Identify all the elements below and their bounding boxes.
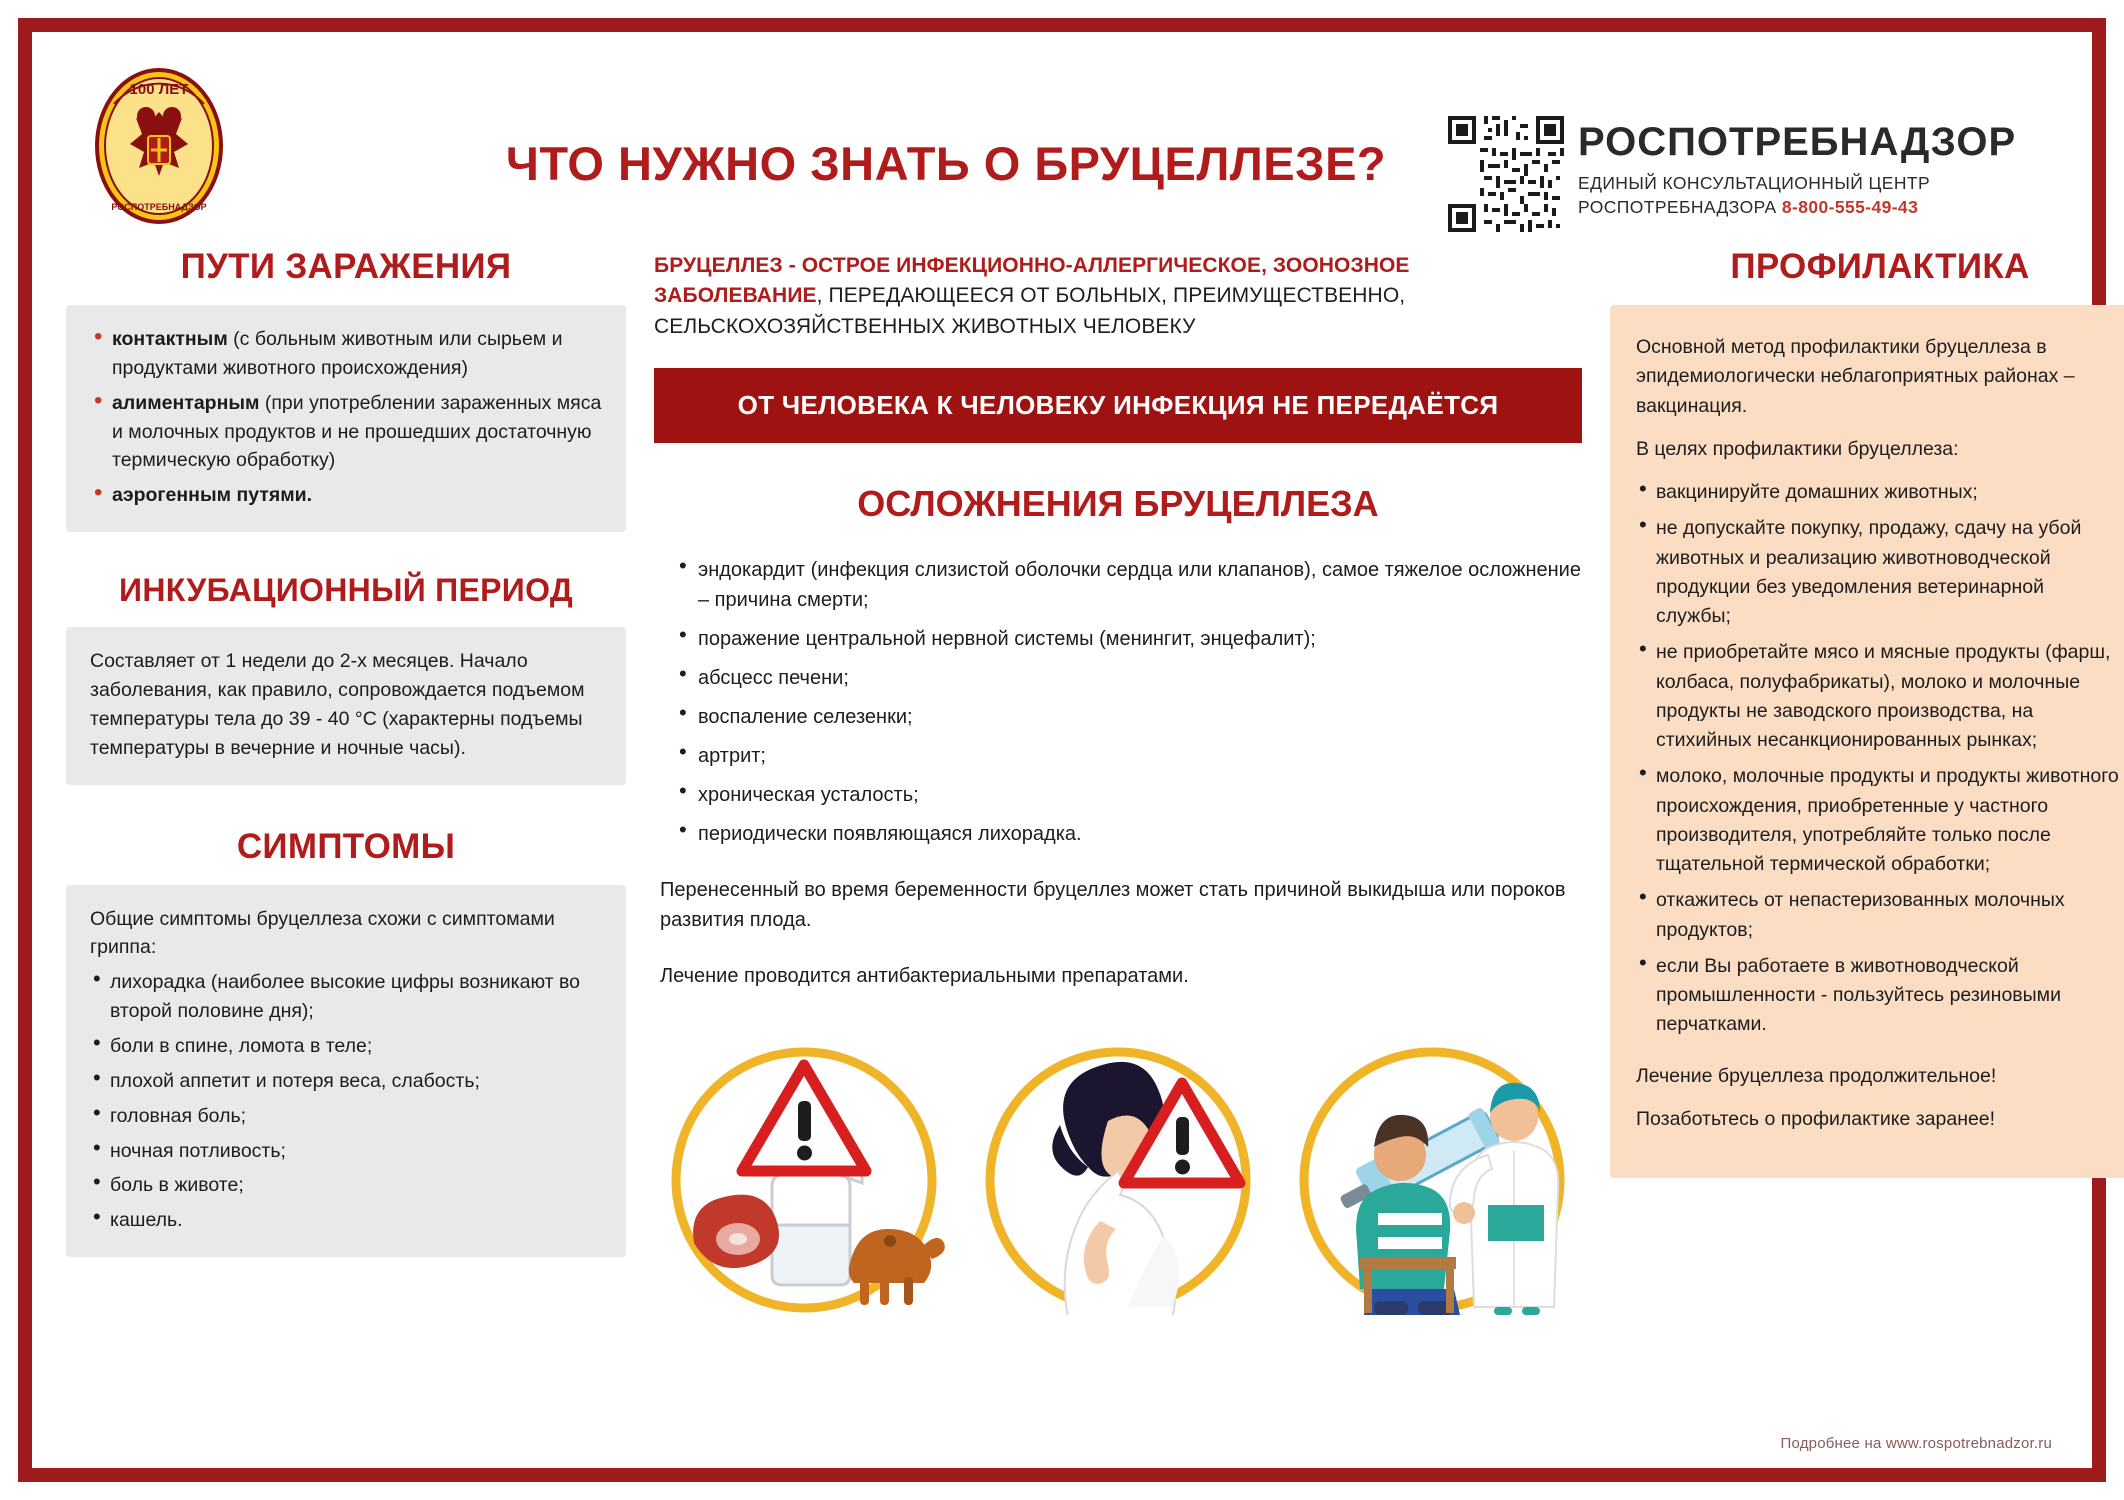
complication-item: • периодически появляющаяся лихорадка. — [676, 819, 1582, 849]
symptom-item: • плохой аппетит и потеря веса, слабость; — [90, 1067, 602, 1096]
symptom-item: • лихорадка (наиболее высокие цифры возникают во второй половине дня); — [90, 968, 602, 1026]
prevention-item: • не допускайте покупку, продажу, сдачу на убой животных и реализацию животноводческой продукции без уведомления ветеринарной службы; — [1636, 514, 2124, 631]
brand-sub-line2: РОСПОТРЕБНАДЗОРА — [1578, 196, 1777, 217]
complications-title: ОСЛОЖНЕНИЯ БРУЦЕЛЛЕЗА — [857, 483, 1379, 525]
transmission-banner: ОТ ЧЕЛОВЕКА К ЧЕЛОВЕКУ ИНФЕКЦИЯ НЕ ПЕРЕДАЁТСЯ — [654, 368, 1582, 443]
definition-highlight: БРУЦЕЛЛЕЗ - ОСТРОЕ ИНФЕКЦИОННО-АЛЛЕРГИЧЕСКОЕ, ЗООНОЗНОЕ ЗАБОЛЕВАНИЕ — [654, 254, 1410, 308]
route-lead: алиментарным — [112, 391, 260, 414]
definition-text — [654, 251, 1582, 342]
right-column — [1610, 247, 2124, 1456]
complication-item: • поражение центральной нервной системы (менингит, энцефалит); — [676, 624, 1582, 654]
complication-item: • воспаление селезенки; — [676, 702, 1582, 732]
content-columns — [66, 247, 2119, 1456]
poster-inner — [32, 32, 2119, 1468]
prevention-title: ПРОФИЛАКТИКА — [1730, 247, 2030, 286]
prevention-list-intro: В целях профилактики бруцеллеза: — [1636, 437, 1959, 460]
svg-text:РОСПОТРЕБНАДЗОР: РОСПОТРЕБНАДЗОР — [111, 202, 207, 212]
routes-box — [66, 305, 626, 532]
symptom-item: • головная боль; — [90, 1102, 602, 1131]
prevention-item: • откажитесь от непастеризованных молочных продуктов; — [1636, 886, 2124, 945]
prevention-item: • если Вы работаете в животноводческой промышленности - пользуйтесь резиновыми перчатками. — [1636, 952, 2124, 1040]
brand-sub-line1: ЕДИНЫЙ КОНСУЛЬТАЦИОННЫЙ ЦЕНТР — [1578, 173, 1931, 193]
route-lead: контактным — [112, 328, 228, 350]
qr-code-icon — [1448, 116, 1564, 232]
treatment-note: Лечение проводится антибактериальными препаратами. — [660, 965, 1189, 988]
symptom-item: • боль в животе; — [90, 1171, 602, 1200]
route-item — [90, 325, 602, 383]
incubation-box — [66, 627, 626, 784]
footer-note: Подробнее на www.rospotrebnadzor.ru — [1780, 1435, 2052, 1452]
rospotrebnadzor-emblem-icon — [84, 64, 234, 234]
symptoms-intro: Общие симптомы бруцеллеза схожи с симптомами гриппа: — [90, 907, 555, 959]
route-rest: (с больным животным или сырьем и продуктами животного происхождения) — [112, 328, 563, 379]
illustration-vaccination-icon — [1282, 1025, 1582, 1315]
brand-block — [1448, 114, 2048, 244]
prevention-item: • молоко, молочные продукты и продукты животного происхождения, приобретенные у частного производителя, употребляйте только после тщательной термической обработки; — [1636, 762, 2124, 879]
prevention-item: • вакцинируйте домашних животных; — [1636, 478, 2124, 507]
prevention-box — [1610, 305, 2124, 1178]
route-lead: аэрогенным путями. — [112, 484, 313, 507]
definition-rest: , ПЕРЕДАЮЩЕЕСЯ ОТ БОЛЬНЫХ, ПРЕИМУЩЕСТВЕННО, СЕЛЬСКОХОЗЯЙСТВЕННЫХ ЖИВОТНЫХ ЧЕЛОВЕКУ — [654, 284, 1406, 338]
symptom-item: • ночная потливость; — [90, 1137, 602, 1166]
complication-item: • артрит; — [676, 741, 1582, 771]
illustration-contact-icon — [654, 1025, 954, 1315]
complication-item: • хроническая усталость; — [676, 780, 1582, 810]
routes-title: ПУТИ ЗАРАЖЕНИЯ — [180, 247, 512, 286]
complications-list — [654, 555, 1582, 849]
middle-column — [654, 247, 1582, 1456]
incubation-text: Составляет от 1 недели до 2-х месяцев. Начало заболевания, как правило, сопровождается подъемом температуры тела до 39 - 40 °C (характерны подъемы температуры в вечерние и ночные часы). — [90, 650, 585, 759]
route-rest: (при употреблении зараженных мяса и молочных продуктов и не прошедших достаточную термическую обработку) — [112, 391, 602, 472]
page-title: ЧТО НУЖНО ЗНАТЬ О БРУЦЕЛЛЕЗЕ? — [505, 137, 1387, 190]
svg-text:100 ЛЕТ: 100 ЛЕТ — [129, 81, 189, 98]
prevention-item: • не приобретайте мясо и мясные продукты (фарш, колбаса, полуфабрикаты), молоко и молочные продукты не заводского производства, на стихийных несанкционированных рынках; — [1636, 638, 2124, 755]
pregnancy-note: Перенесенный во время беременности бруцеллез может стать причиной выкидыша или пороков развития плода. — [660, 879, 1566, 932]
symptom-item: • кашель. — [90, 1206, 602, 1235]
brand-subtitle — [1578, 172, 1930, 219]
illustrations — [654, 1025, 1582, 1315]
complication-item: • абсцесс печени; — [676, 663, 1582, 693]
header — [66, 54, 2058, 244]
symptoms-title: СИМПТОМЫ — [236, 826, 456, 866]
symptom-item: • боли в спине, ломота в теле; — [90, 1032, 602, 1061]
route-item — [90, 389, 602, 476]
prevention-intro: Основной метод профилактики бруцеллеза в эпидемиологически неблагоприятных районах – вакцинация. — [1636, 336, 2075, 417]
left-column — [66, 247, 626, 1456]
complication-item: • эндокардит (инфекция слизистой оболочки сердца или клапанов), самое тяжелое осложнение – причина смерти; — [676, 555, 1582, 615]
illustration-pregnancy-icon — [968, 1025, 1268, 1315]
incubation-title: ИНКУБАЦИОННЫЙ ПЕРИОД — [119, 572, 573, 609]
prevention-closing-1: Лечение бруцеллеза продолжительное! — [1636, 1064, 1997, 1087]
prevention-closing-2: Позаботьтесь о профилактике заранее! — [1636, 1107, 1996, 1130]
route-item — [90, 481, 602, 510]
symptoms-box — [66, 885, 626, 1258]
poster-frame — [18, 18, 2119, 1482]
brand-name: РОСПОТРЕБНАДЗОР — [1578, 120, 2017, 164]
hotline-phone: 8-800-555-49-43 — [1781, 196, 1919, 217]
